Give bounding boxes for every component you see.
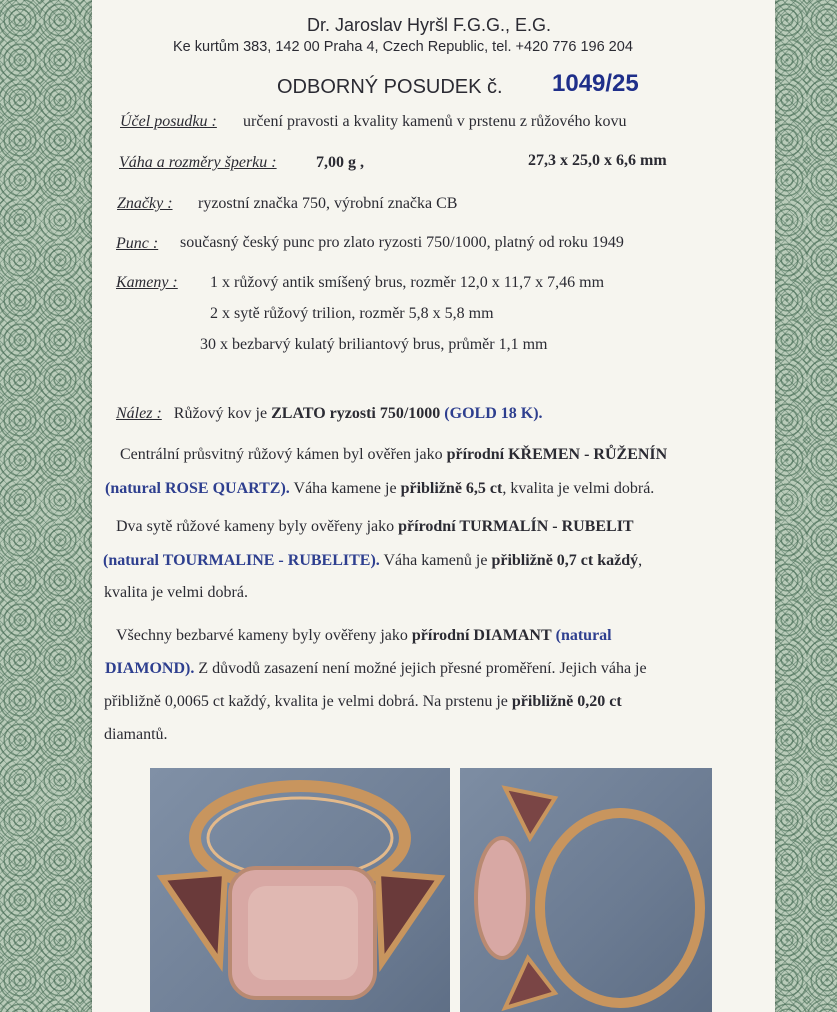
- p2-line-1: [116, 518, 634, 536]
- weight-label: Váha a rozměry šperku :: [119, 154, 277, 171]
- p1-text-f: , kvalita je velmi dobrá.: [502, 480, 655, 497]
- stone-line-2: 2 x sytě růžový trilion, rozměr 5,8 x 5,8 mm: [210, 305, 494, 322]
- p3-weight: přibližně 0,20 ct: [511, 693, 622, 710]
- issuer-address: Ke kurtům 383, 142 00 Praha 4, Czech Republic, tel. +420 776 196 204: [173, 39, 633, 55]
- guilloche-border-right: [767, 0, 837, 1012]
- ring-photo-side: [460, 768, 712, 1012]
- hallmark-label: Punc :: [116, 235, 159, 252]
- p3-line-3: [104, 693, 622, 711]
- p1-line-2: [105, 480, 654, 498]
- p2-weight: přibližně 0,7 ct každý: [491, 552, 639, 569]
- p2-text-f: ,: [638, 552, 643, 569]
- finding-label: Nález :: [116, 405, 162, 422]
- p2-mineral: přírodní TURMALÍN - RUBELIT: [398, 518, 634, 535]
- issuer-name: Dr. Jaroslav Hyršl F.G.G., E.G.: [307, 15, 552, 35]
- guilloche-border-left: [0, 0, 100, 1012]
- p1-text-d: Váha kamene je: [293, 480, 397, 497]
- finding-metal-text: Růžový kov je: [173, 405, 268, 422]
- p3-text-a: Všechny bezbarvé kameny byly ověřeny jako: [116, 627, 408, 644]
- p1-text-a: Centrální průsvitný růžový kámen byl ověřen jako: [120, 446, 443, 463]
- purpose-label: Účel posudku :: [120, 113, 217, 130]
- p3-mineral: přírodní DIAMANT: [411, 627, 552, 644]
- p2-line-3: kvalita je velmi dobrá.: [104, 584, 248, 601]
- stone-line-3: 30 x bezbarvý kulatý briliantový brus, průměr 1,1 mm: [200, 336, 548, 353]
- p2-line-2: [103, 552, 642, 570]
- p1-mineral: přírodní KŘEMEN - RŮŽENÍN: [446, 446, 668, 463]
- p3-text-f: přibližně 0,0065 ct každý, kvalita je velmi dobrá. Na prstenu je: [104, 693, 508, 710]
- p1-weight: přibližně 6,5 ct: [400, 480, 503, 497]
- document-title: ODBORNÝ POSUDEK č.: [277, 76, 503, 98]
- p3-line-1: [116, 627, 612, 645]
- stone-line-1: 1 x růžový antik smíšený brus, rozměr 12,0 x 11,7 x 7,46 mm: [210, 274, 605, 291]
- p3-english-a: (natural: [555, 627, 612, 644]
- p3-line-2: [105, 660, 647, 678]
- finding-metal-bold: ZLATO ryzosti 750/1000: [271, 405, 441, 422]
- p3-text-e: Z důvodů zasazení není možné jejich přesné proměření. Jejich váha je: [198, 660, 647, 677]
- hallmark-value: současný český punc pro zlato ryzosti 750/1000, platný od roku 1949: [180, 234, 624, 251]
- p2-english: (natural TOURMALINE - RUBELITE).: [103, 552, 380, 569]
- document-number: 1049/25: [552, 70, 639, 97]
- stones-label: Kameny :: [116, 274, 178, 291]
- ring-photo-front: [150, 768, 450, 1012]
- marks-label: Značky :: [117, 195, 173, 212]
- p2-text-a: Dva sytě růžové kameny byly ověřeny jako: [116, 518, 395, 535]
- weight-value: 7,00 g ,: [316, 154, 364, 171]
- p1-english: (natural ROSE QUARTZ).: [105, 480, 290, 497]
- marks-value: ryzostní značka 750, výrobní značka CB: [198, 195, 458, 212]
- p3-line-4: diamantů.: [104, 726, 168, 743]
- p3-english-b: DIAMOND).: [105, 660, 195, 677]
- dimensions-value: 27,3 x 25,0 x 6,6 mm: [528, 152, 667, 169]
- finding-metal-blue: (GOLD 18 K).: [444, 405, 543, 422]
- p1-line-1: [120, 446, 667, 464]
- purpose-value: určení pravosti a kvality kamenů v prstenu z růžového kovu: [243, 113, 627, 130]
- finding-line: [116, 405, 543, 423]
- p2-text-d: Váha kamenů je: [383, 552, 488, 569]
